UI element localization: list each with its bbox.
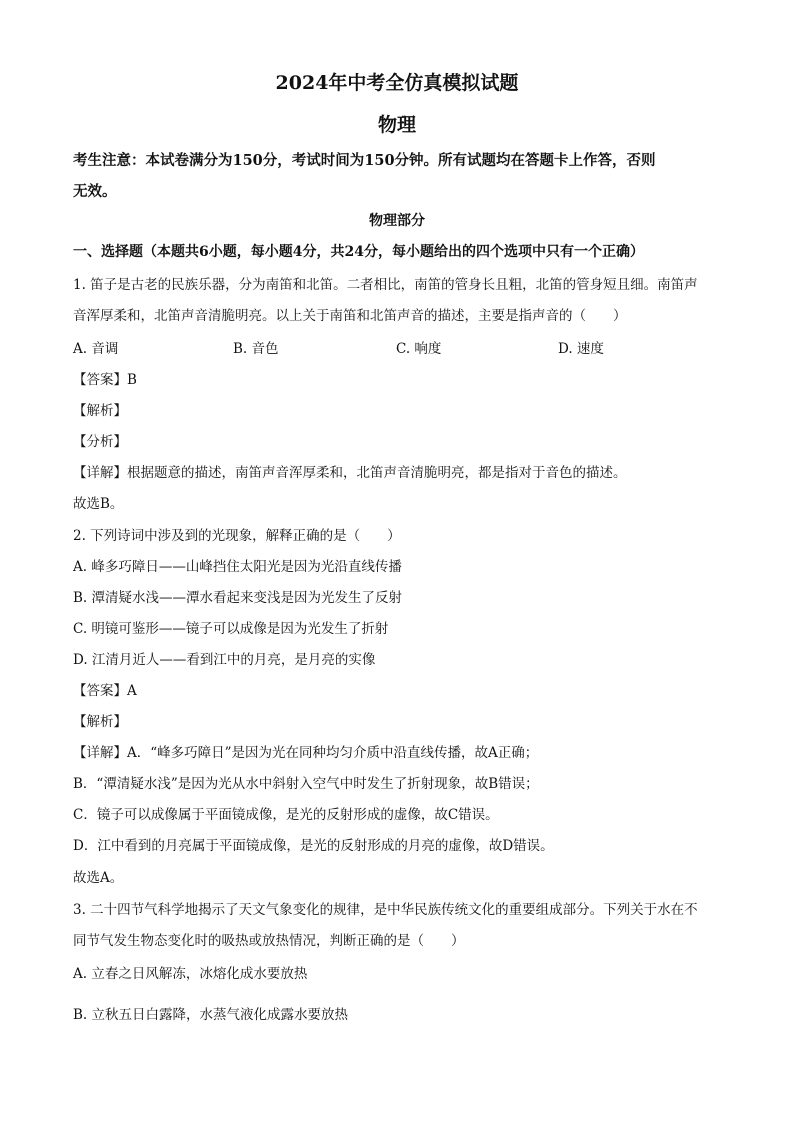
q1-conclusion: 故选B。	[73, 496, 124, 512]
notice-line-1: 考生注意：本试卷满分为150分，考试时间为150分钟。所有试题均在答题卡上作答，否则	[73, 152, 656, 169]
exam-title: 2024年中考全仿真模拟试题	[275, 72, 519, 94]
q2-option-b: B. 潭清疑水浅——潭水看起来变浅是因为光发生了反射	[73, 590, 403, 606]
q2-detail-line-3: C．镜子可以成像属于平面镜成像，是光的反射形成的虚像，故C错误。	[73, 807, 499, 823]
q2-answer: 【答案】A	[73, 683, 137, 699]
q1-detail: 【详解】根据题意的描述，南笛声音浑厚柔和，北笛声音清脆明亮，都是指对于音色的描述。	[73, 465, 627, 481]
q1-analysis: 【解析】	[73, 403, 127, 419]
notice-line-2: 无效。	[73, 183, 117, 200]
q2-stem: 2. 下列诗词中涉及到的光现象，解释正确的是（ ）	[73, 528, 401, 544]
q2-detail-line-1: 【详解】A．“峰多巧障日”是因为光在同种均匀介质中沿直线传播，故A正确；	[73, 745, 539, 761]
q1-fenxi: 【分析】	[73, 434, 127, 450]
q3-stem-line-1: 3. 二十四节气科学地揭示了天文气象变化的规律，是中华民族传统文化的重要组成部分。下列关于水在不	[73, 902, 698, 918]
section-title: 物理部分	[369, 213, 425, 229]
q1-option-d: D. 速度	[558, 341, 604, 357]
q2-option-c: C. 明镜可鉴形——镜子可以成像是因为光发生了折射	[73, 621, 389, 637]
q2-detail-line-4: D．江中看到的月亮属于平面镜成像，是光的反射形成的月亮的虚像，故D错误。	[73, 838, 554, 854]
q1-stem-line-1: 1. 笛子是古老的民族乐器，分为南笛和北笛。二者相比，南笛的管身长且粗，北笛的管身短且细。南笛声	[73, 277, 698, 293]
q2-detail-line-2: B．“潭清疑水浅”是因为光从水中斜射入空气中时发生了折射现象，故B错误；	[73, 776, 539, 792]
q1-option-c: C. 响度	[396, 341, 442, 357]
q3-option-b: B. 立秋五日白露降，水蒸气液化成露水要放热	[73, 1007, 349, 1023]
q3-stem-line-2: 同节气发生物态变化时的吸热或放热情况，判断正确的是（ ）	[73, 933, 465, 949]
q2-option-a: A. 峰多巧障日——山峰挡住太阳光是因为光沿直线传播	[73, 559, 402, 575]
q1-option-b: B. 音色	[233, 341, 279, 357]
q2-option-d: D. 江清月近人——看到江中的月亮，是月亮的实像	[73, 652, 376, 668]
q1-answer: 【答案】B	[73, 372, 137, 388]
q2-analysis: 【解析】	[73, 714, 127, 730]
q1-option-a: A. 音调	[73, 341, 119, 357]
q1-stem-line-2: 音浑厚柔和，北笛声音清脆明亮。以上关于南笛和北笛声音的描述，主要是指声音的（ ）	[73, 308, 627, 324]
subject-title: 物理	[377, 114, 416, 136]
q3-option-a: A. 立春之日风解冻，冰熔化成水要放热	[73, 966, 308, 982]
q2-conclusion: 故选A。	[73, 870, 124, 886]
part-title: 一、选择题（本题共6小题，每小题4分，共24分，每小题给出的四个选项中只有一个正确）	[73, 244, 644, 260]
